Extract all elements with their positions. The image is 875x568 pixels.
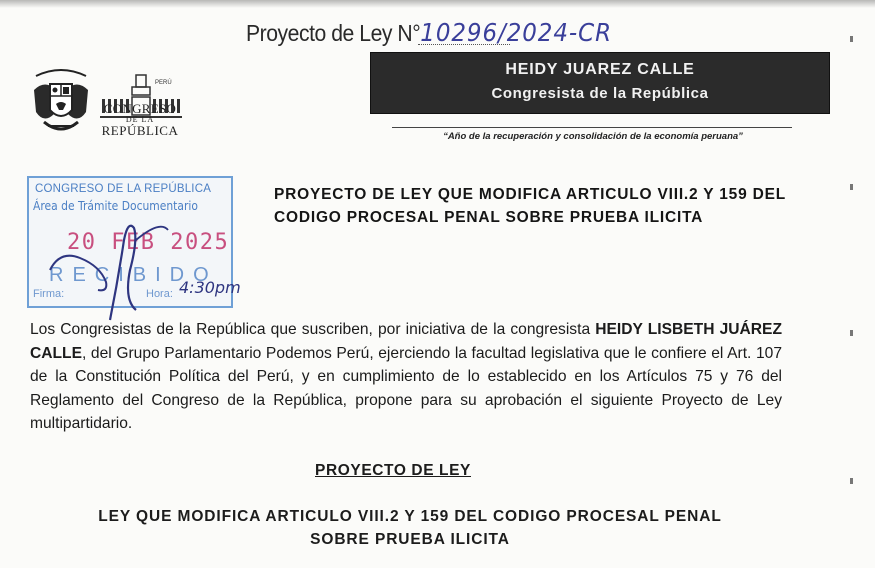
congreso-wordmark (100, 102, 180, 138)
section-heading: PROYECTO DE LEY (315, 462, 471, 479)
proyecto-number (246, 18, 612, 47)
law-title-line2: SOBRE PRUEBA ILICITA (310, 531, 510, 548)
proyecto-number-underline (418, 44, 510, 45)
stamp-received: RECIBIDO (49, 264, 218, 286)
intro-text-part1: Los Congresistas de la República que suscriben, por iniciativa de la congresista (30, 321, 596, 338)
peru-small-label: PERÚ (155, 80, 172, 86)
stamp-hora-value: 4:30pm (179, 278, 241, 297)
stamp-hora-label: Hora: (146, 288, 173, 300)
congressperson-name: HEIDY JUAREZ CALLE (505, 61, 695, 78)
congressperson-banner (370, 52, 830, 114)
year-motto: “Año de la recuperación y consolidación de la economía peruana” (443, 131, 743, 142)
margin-mark (850, 36, 853, 42)
margin-mark (850, 478, 853, 484)
proyecto-prefix: Proyecto de Ley N° (246, 20, 421, 46)
congressperson-role: Congresista de la República (491, 85, 709, 102)
congreso-word: CONGRESO (103, 101, 177, 116)
stamp-date: 20 FEB 2025 (67, 230, 230, 255)
stamp-firma-label: Firma: (33, 288, 65, 300)
stamp-department: Área de Trámite Documentario (33, 198, 198, 213)
de-la-word: DE LA (125, 115, 155, 124)
escudo-peru-icon (30, 62, 92, 140)
law-title (40, 505, 780, 551)
law-title-line1: LEY QUE MODIFICA ARTICULO VIII.2 Y 159 DEL CODIGO PROCESAL PENAL (98, 508, 722, 525)
margin-mark (850, 330, 853, 336)
intro-text-part2: , del Grupo Parlamentario Podemos Perú, ejerciendo la facultad legislativa que le confiere el Art. 107 de la Constitución Política del Perú, y en cumplimiento de lo establecido en los Artículos 75 y 76 del Reglamento del Congreso de la República, propone para su aprobación el siguiente Proyecto de Ley multipartidario. (30, 344, 782, 432)
proyecto-handwritten-number: 10296/2024-CR (420, 18, 613, 47)
republica-word: REPÚBLICA (101, 123, 179, 138)
intro-congressperson-name: HEIDY LISBETH JUÁREZ CALLE (30, 321, 782, 362)
stamp-institution: CONGRESO DE LA REPÚBLICA (35, 183, 212, 195)
document-title: PROYECTO DE LEY QUE MODIFICA ARTICULO VIII.2 Y 159 DEL CODIGO PROCESAL PENAL SOBRE PRUEBA ILICITA (274, 186, 786, 226)
intro-paragraph (30, 318, 782, 436)
motto-divider (392, 127, 792, 128)
page-top-edge (0, 0, 875, 8)
margin-mark (850, 184, 853, 190)
handwritten-signature-icon (40, 200, 240, 330)
